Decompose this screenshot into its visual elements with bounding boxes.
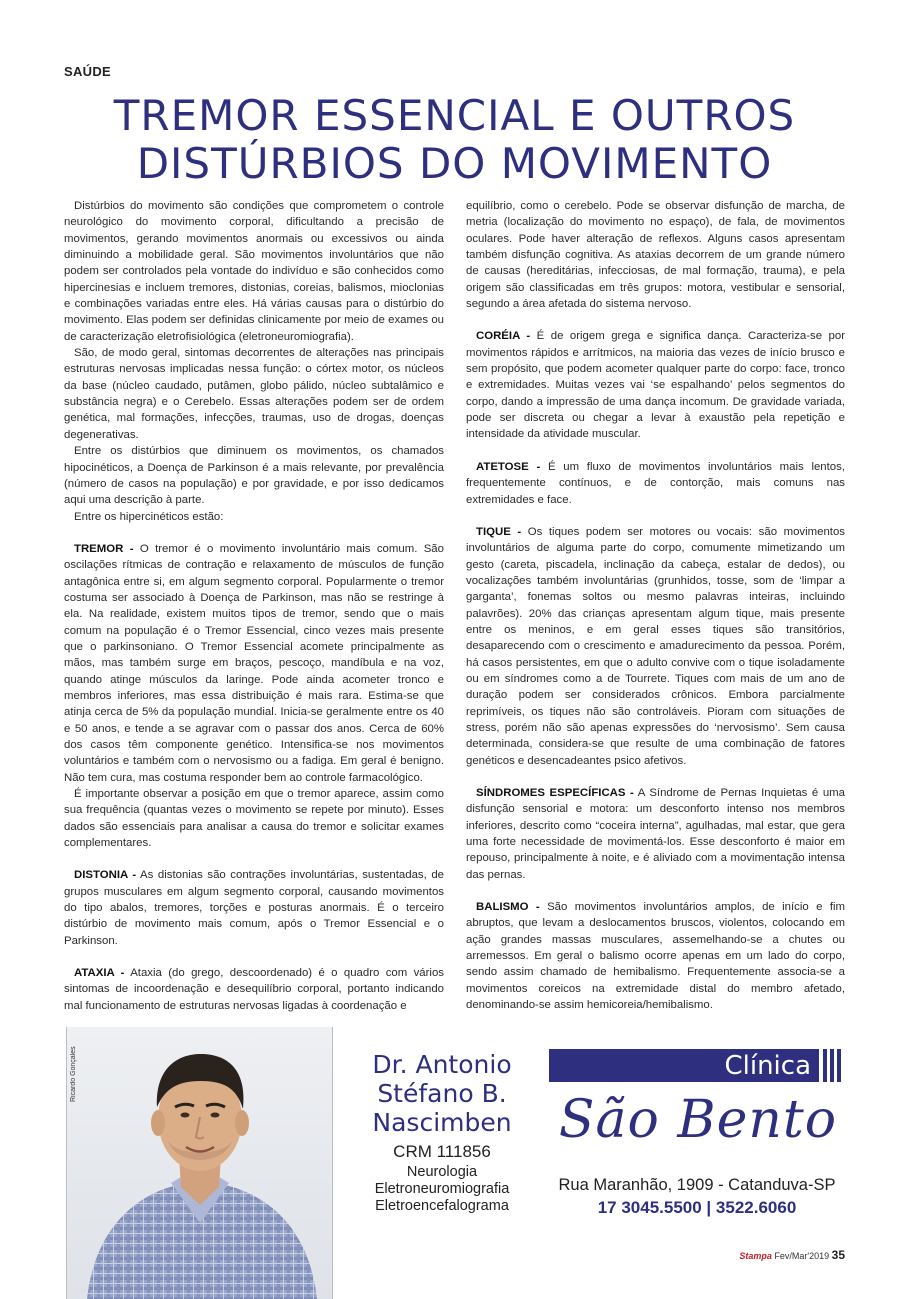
doctor-photo (66, 1027, 333, 1299)
atetose-term: ATETOSE - (476, 460, 541, 473)
intro-paragraph: São, de modo geral, sintomas decorrentes de alterações nas principais estruturas nervosas implicadas nessa função: o córtex motor, os núcleos da base (núcleo caudado, putâmen, globo pálido, núcleo subtalâmico e substância negra) e o Cerebelo. Essas alterações podem ser de ordem genética, mal formações, infecções, traumas, uso de drogas, doenças degenerativas. (64, 347, 444, 441)
coreia-text: É de origem grega e significa dança. Caracteriza-se por movimentos rápidos e arrítmicos, na maioria das vezes de início brusco e sem propósito, que podem acometer qualquer parte do corpo: face, tronco e extremidades. Muitas vezes vai ‘se espalhando’ pelos segmentos do corpo, dando a impressão de uma dança incomum. De gravidade variada, pode ser discreta ou chegar a levar à exaustão pela repetição e intensidade da atividade muscular. (466, 330, 845, 441)
intro-paragraph: Entre os hipercinéticos estão: (74, 510, 224, 523)
ataxia-continued: equilíbrio, como o cerebelo. Pode se observar disfunção de marcha, de metria (localização do movimento no espaço), de fala, de movimentos oculares. Pode haver alteração de reflexos. Alguns casos apresentam também disfunção cognitiva. As ataxias decorrem de um grande número de causas (hereditárias, infecciosas, de mal formação, trauma), e pela origem são classificadas em três grupos: motora, vestibular e sensorial, segundo a área afetada do sistema nervoso. (466, 200, 845, 311)
photo-credit: Ricardo Gonçales (70, 1046, 77, 1102)
doctor-crm: CRM 111856 (393, 1142, 491, 1161)
tremor-text: O tremor é o movimento involuntário mais comum. São oscilações rítmicas de contração e relaxamento de músculos de função antagônica entre si, em algum segmento corporal. Popularmente o tremor costuma ser associado à Doença de Parkinson, mas não se restringe à ela. Na realidade, existem muitos tipos de tremor, sendo que o mais comum na população é o Tremor Essencial, cinco vezes mais presente que o parkinsoniano. O Tremor Essencial acomete principalmente as mãos, mas também surge em braços, pescoço, mandíbula e na voz, quando atinge músculos da laringe. Pode ainda acometer tronco e membros inferiores, mas essa distribuição é mais rara. Estima-se que atinja cerca de 5% da população mundial. Inicia-se geralmente entre os 40 e 50 anos, e tende a se agravar com o passar dos anos. Cerca de 60% dos casos têm componente genético. Intensifica-se nos movimentos voluntários e também com o nervosismo ou a fadiga. Em geral é benigno. Não tem cura, mas costuma responder bem ao controle farmacológico. (64, 542, 444, 784)
page-footer (739, 1248, 845, 1262)
clinic-stripes-logo (819, 1049, 845, 1082)
magazine-brand: Stampa (739, 1251, 772, 1261)
doctor-name (352, 1050, 532, 1137)
specialty-item: Eletroneuromiografia (374, 1181, 510, 1197)
article-title (40, 92, 869, 188)
doctor-name-line: Nascimben (372, 1108, 512, 1137)
sindromes-entry (466, 785, 845, 883)
section-tag: SAÚDE (64, 64, 112, 79)
clinic-name-logo: São Bento (558, 1090, 838, 1150)
distonia-entry (64, 867, 444, 949)
tique-entry (466, 524, 845, 769)
balismo-text: São movimentos involuntários amplos, de início e fim abruptos, que levam a deslocamentos bruscos, violentos, colocando em ação grandes massas musculares, assemelhando-se a chutes ou arremessos. Em geral o balismo ocorre apenas em um lado do corpo, sendo assim chamado de hemibalismo. Frequentemente associa-se a movimentos coreicos na extremidade distal do membro afetado, denominando-se assim hemicoreia/hemibalismo. (466, 901, 845, 1012)
coreia-entry (466, 328, 845, 442)
tique-text: Os tiques podem ser motores ou vocais: são movimentos involuntários de alguma parte do corpo, comumente mimetizando um gesto (careta, piscadela, inclinação da cabeça, estalar de dedos), ou vocalizações também involuntárias (grunhidos, tosse, som de ‘limpar a garganta’, fonemas soltos ou mesmo palavras inteiras, incluindo palavrões). 20% das crianças apresentam algum tique, mais presente entre os meninos, e em geral esses tiques são transitórios, desaparecendo com o crescimento e amadurecimento da pessoa. Porém, há casos persistentes, em que o adulto convive com o tique isoladamente ou em síndromes como a de Tourrete. Tiques com mais de um ano de duração podem ser considerados crônicos. Embora parcialmente reprimíveis, os tiques não são controláveis. Pioram com situações de stress, porém não são apenas expressões do ‘nervosismo’. Sem causa determinada, considera-se que resulte de uma combinação de fatores genéticos e desencadeantes psico afetivos. (466, 525, 846, 767)
article-column-left (64, 198, 444, 1014)
ataxia-text: Ataxia (do grego, descoordenado) é o quadro com vários sintomas de incoordenação e desequilíbrio corporal, portanto indicando mal funcionamento de estruturas nervosas ligadas à coordenação e (64, 967, 444, 1012)
clinic-banner (549, 1049, 845, 1082)
specialty-item: Neurologia (406, 1164, 478, 1180)
distonia-term: DISTONIA - (74, 869, 137, 882)
tremor-extra: É importante observar a posição em que o tremor aparece, assim como sua frequência (quantas vezes o movimento se repete por minuto). Esses dados são essenciais para analisar a causa do tremor e solicitar exames complementares. (64, 788, 444, 850)
doctor-specialties (352, 1164, 532, 1215)
clinic-address: Rua Maranhão, 1909 - Catanduva-SP (558, 1176, 836, 1194)
specialty-item: Eletroencefalograma (375, 1198, 509, 1214)
clinic-label: Clínica (724, 1051, 811, 1081)
sindromes-term: SÍNDROMES ESPECÍFICAS - (476, 787, 634, 799)
ataxia-entry (64, 965, 444, 1014)
atetose-text: É um fluxo de movimentos involuntários mais lentos, frequentemente contínuos, e de contorção, mais comuns nas extremidades e face. (466, 460, 846, 506)
issue-date: Fev/Mar'2019 (774, 1251, 830, 1261)
ataxia-term: ATAXIA - (74, 967, 125, 980)
distonia-text: As distonias são contrações involuntárias, sustentadas, de grupos musculares em algum segmento corporal, causando movimentos do tipo abalos, tremores, torções e posturas anormais. É o terceiro distúrbio de movimento mais comum, após o Tremor Essencial e o Parkinson. (64, 869, 444, 947)
page-number: 35 (831, 1248, 845, 1262)
article-title-line-1: TREMOR ESSENCIAL E OUTROS (113, 91, 796, 140)
balismo-entry (466, 899, 845, 1013)
clinic-phones: 17 3045.5500 | 3522.6060 (597, 1198, 797, 1217)
article-title-line-2: DISTÚRBIOS DO MOVIMENTO (136, 139, 773, 188)
balismo-term: BALISMO - (476, 901, 540, 914)
tremor-entry (64, 541, 444, 786)
atetose-entry (466, 459, 845, 508)
coreia-term: CORÉIA - (476, 330, 531, 343)
intro-paragraph: Entre os distúrbios que diminuem os movimentos, os chamados hipocinéticos, a Doença de Parkinson é a mais relevante, por prevalência (número de casos na população) e por gravidade, e por isso dedicamos aqui uma descrição à parte. (64, 445, 444, 507)
doctor-name-line: Dr. Antonio (372, 1050, 512, 1079)
intro-paragraph: Distúrbios do movimento são condições que comprometem o controle neurológico do movimento corporal, dificultando a precisão de movimentos, gerando movimentos anormais ou excessivos ou ainda diminuindo a mobilidade geral. São movimentos involuntários que não podem ser controlados pela vontade do indivíduo e são conhecidos como hipercinesias e incluem tremores, distonias, coreias, balismos, mioclonias e combinações variadas entre eles. Há várias causas para o distúrbio do movimento. Elas podem ser definidas clinicamente por meio de exames ou de caracterização eletrofisiológica (eletroneuromiografia). (64, 200, 444, 343)
article-column-right (466, 198, 845, 1013)
tique-term: TIQUE - (476, 525, 522, 538)
sindromes-text: A Síndrome de Pernas Inquietas é uma disfunção sensorial e motora: um desconforto intenso nos membros inferiores, descrito como “coceira interna”, agulhadas, mal estar, que gera uma forte necessidade de movimentá-los. Esse desconforto é maior em repouso, principalmente à noite, e é aliviado com a movimentação intensa das pernas. (466, 787, 845, 881)
tremor-term: TREMOR - (74, 542, 134, 555)
doctor-name-line: Stéfano B. (377, 1079, 507, 1108)
